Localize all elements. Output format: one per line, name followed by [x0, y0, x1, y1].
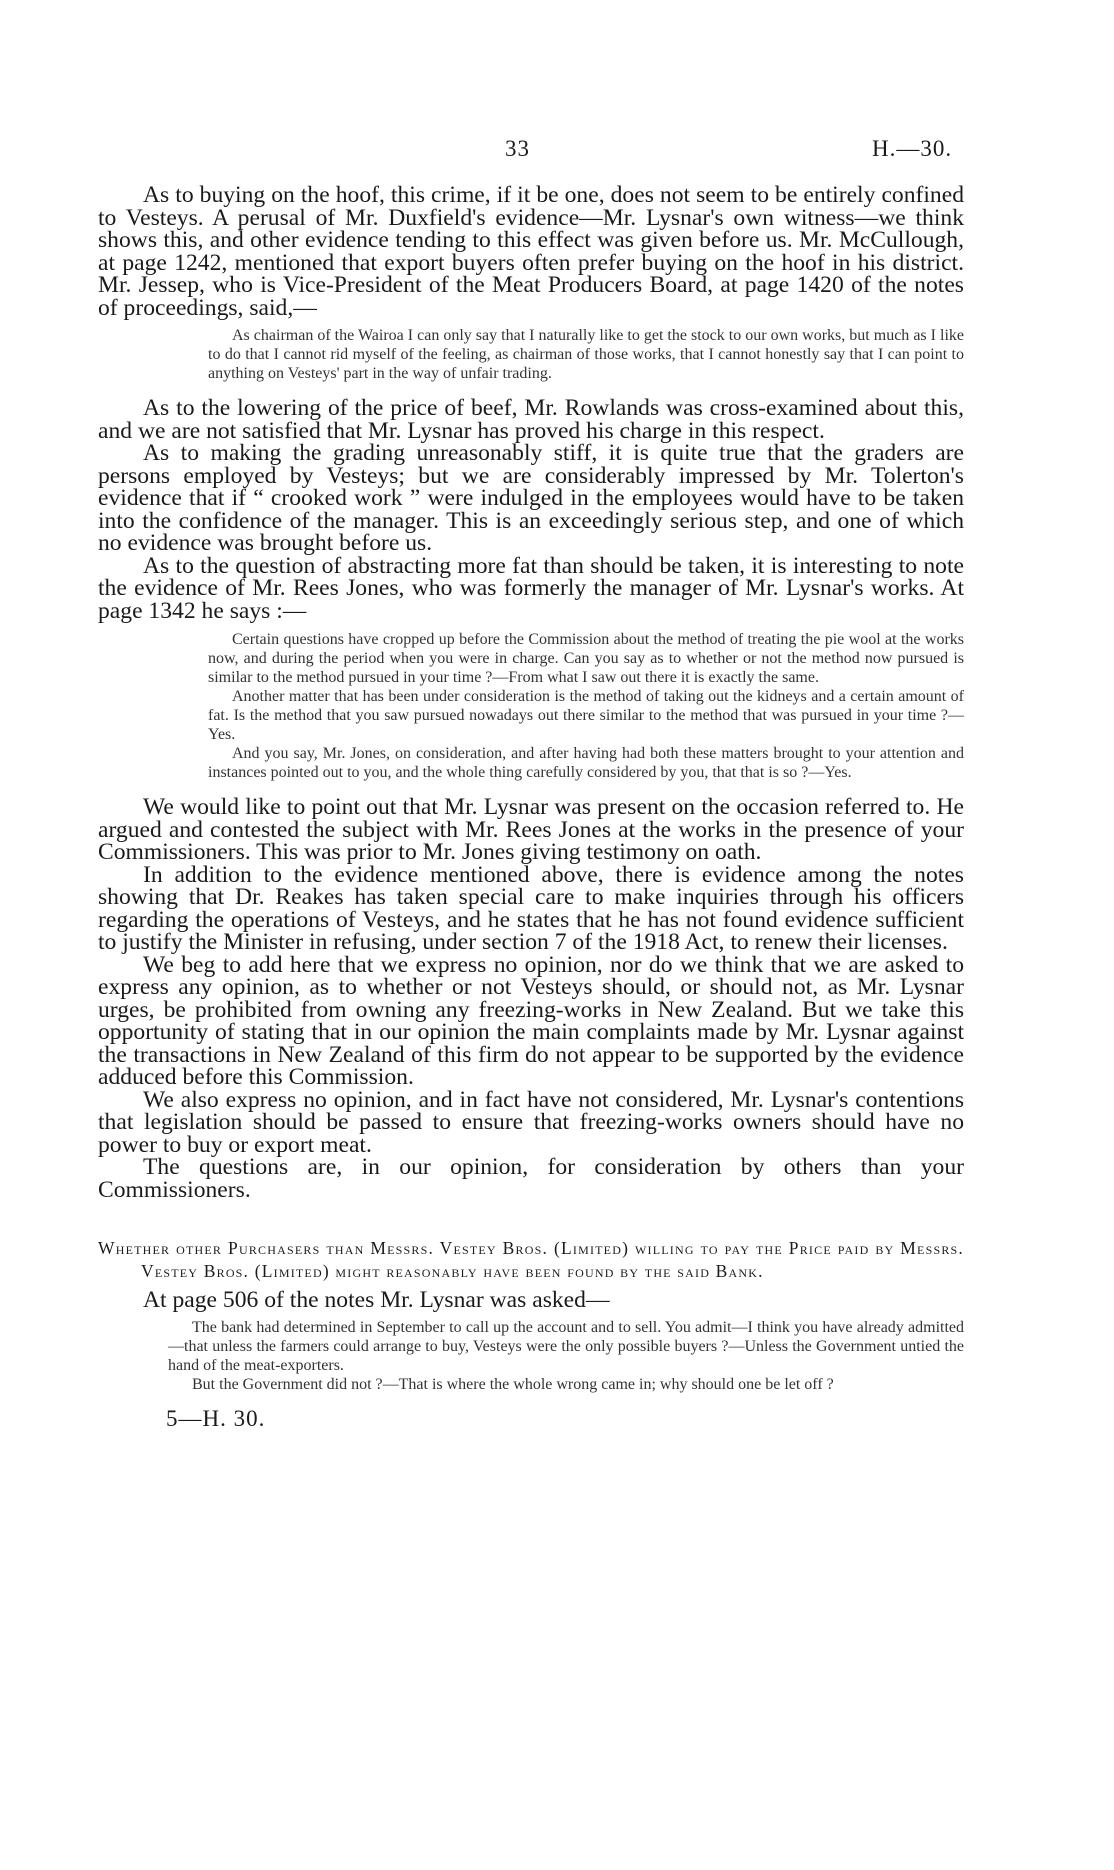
block-quote — [208, 326, 964, 383]
paragraph: As to buying on the hoof, this crime, if it be one, does not seem to be entirely confined to Vesteys. A perusal of Mr. Duxfield's evidence—Mr. Lysnar's own witness—we think shows this, and other evidence tending to this effect was given before us. Mr. McCullough, at page 1242, mentioned that export buyers often prefer buying on the hoof in his district. Mr. Jessep, who is Vice-President of the Meat Producers Board, at page 1420 of the notes of proceedings, said,— — [98, 182, 964, 321]
quote-paragraph: Another matter that has been under consideration is the method of taking out the kidneys and a certain amount of fat. Is the method that you saw pursued nowadays out there similar to the method that was pursued in your time ?—Yes. — [208, 688, 964, 743]
footer-reference: 5—H. 30. — [166, 1405, 266, 1431]
paragraph: At page 506 of the notes Mr. Lysnar was asked— — [143, 1287, 610, 1313]
paragraph: As to the question of abstracting more fat than should be taken, it is interesting to note the evidence of Mr. Rees Jones, who was formerly the manager of Mr. Lysnar's works. At page 1342 he says :— — [98, 552, 964, 624]
quote-paragraph: As chairman of the Wairoa I can only say that I naturally like to get the stock to our own works, but much as I like to do that I cannot rid myself of the feeling, as chairman of those works, that I cannot honestly say that I can point to anything on Vesteys' part in the way of unfair trading. — [208, 327, 964, 382]
paragraph: As to making the grading unreasonably stiff, it is quite true that the graders are persons employed by Vesteys; but we are considerably impressed by Mr. Tolerton's evidence that if “ crooked work ” were indulged in the employees would have to be taken into the confidence of the manager. This is an exceedingly serious step, and one of which no evidence was brought before us. — [98, 440, 964, 556]
paragraph: We would like to point out that Mr. Lysnar was present on the occasion referred to. He argued and contested the subject with Mr. Rees Jones at the works in the presence of your Commissioners. This was prior to Mr. Jones giving testimony on oath. — [98, 794, 964, 865]
block-quote — [208, 630, 964, 782]
paragraph: In addition to the evidence mentioned above, there is evidence among the notes showing that Dr. Reakes has taken special care to make inquiries through his officers regarding the operations of Vesteys, and he states that he has not found evidence sufficient to justify the Minister in refusing, under section 7 of the 1918 Act, to renew their licenses. — [98, 861, 964, 955]
quote-paragraph: Certain questions have cropped up before the Commission about the method of treating the pie wool at the works now, and during the period when you were in charge. Can you say as to whether or not the method now pursued is similar to the method pursued in your time ?—From what I saw out there it is exactly the same. — [208, 631, 964, 686]
document-reference: H.—30. — [872, 136, 953, 161]
paragraph: As to the lowering of the price of beef, Mr. Rowlands was cross-examined about this, and we are not satisfied that Mr. Lysnar has proved his charge in this respect. — [98, 395, 964, 444]
document-body — [98, 184, 964, 1432]
paragraph: The questions are, in our opinion, for consideration by others than your Commissioners. — [98, 1154, 964, 1203]
quote-paragraph: But the Government did not ?—That is where the whole wrong came in; why should one be let off ? — [192, 1375, 834, 1393]
section-heading: Whether other Purchasers than Messrs. Vestey Bros. (Limited) willing to pay the Price paid by Messrs. Vestey Bros. (Limited) might reasonably have been found by the said Bank. — [98, 1238, 964, 1281]
page-number: 33 — [505, 136, 530, 161]
paragraph: We beg to add here that we express no opinion, nor do we think that we are asked to express any opinion, as to whether or not Vesteys should, or should not, as Mr. Lysnar urges, be prohibited from owning any freezing-works in New Zealand. But we take this opportunity of stating that in our opinion the main complaints made by Mr. Lysnar against the transactions in New Zealand of this firm do not appear to be supported by the evidence adduced before this Commission. — [98, 951, 964, 1090]
quote-paragraph: And you say, Mr. Jones, on consideration, and after having had both these matters brought to your attention and instances pointed out to you, and the whole thing carefully considered by you, that that is so ?—Yes. — [208, 745, 964, 781]
paragraph: We also express no opinion, and in fact have not considered, Mr. Lysnar's contentions that legislation should be passed to ensure that freezing-works owners should have no power to buy or export meat. — [98, 1086, 964, 1158]
quote-paragraph: The bank had determined in September to call up the account and to sell. You admit—I think you have already admitted—that unless the farmers could arrange to buy, Vesteys were the only possible buyers ?—Unless the Government untied the hand of the meat-exporters. — [168, 1318, 964, 1374]
block-quote — [168, 1318, 964, 1394]
